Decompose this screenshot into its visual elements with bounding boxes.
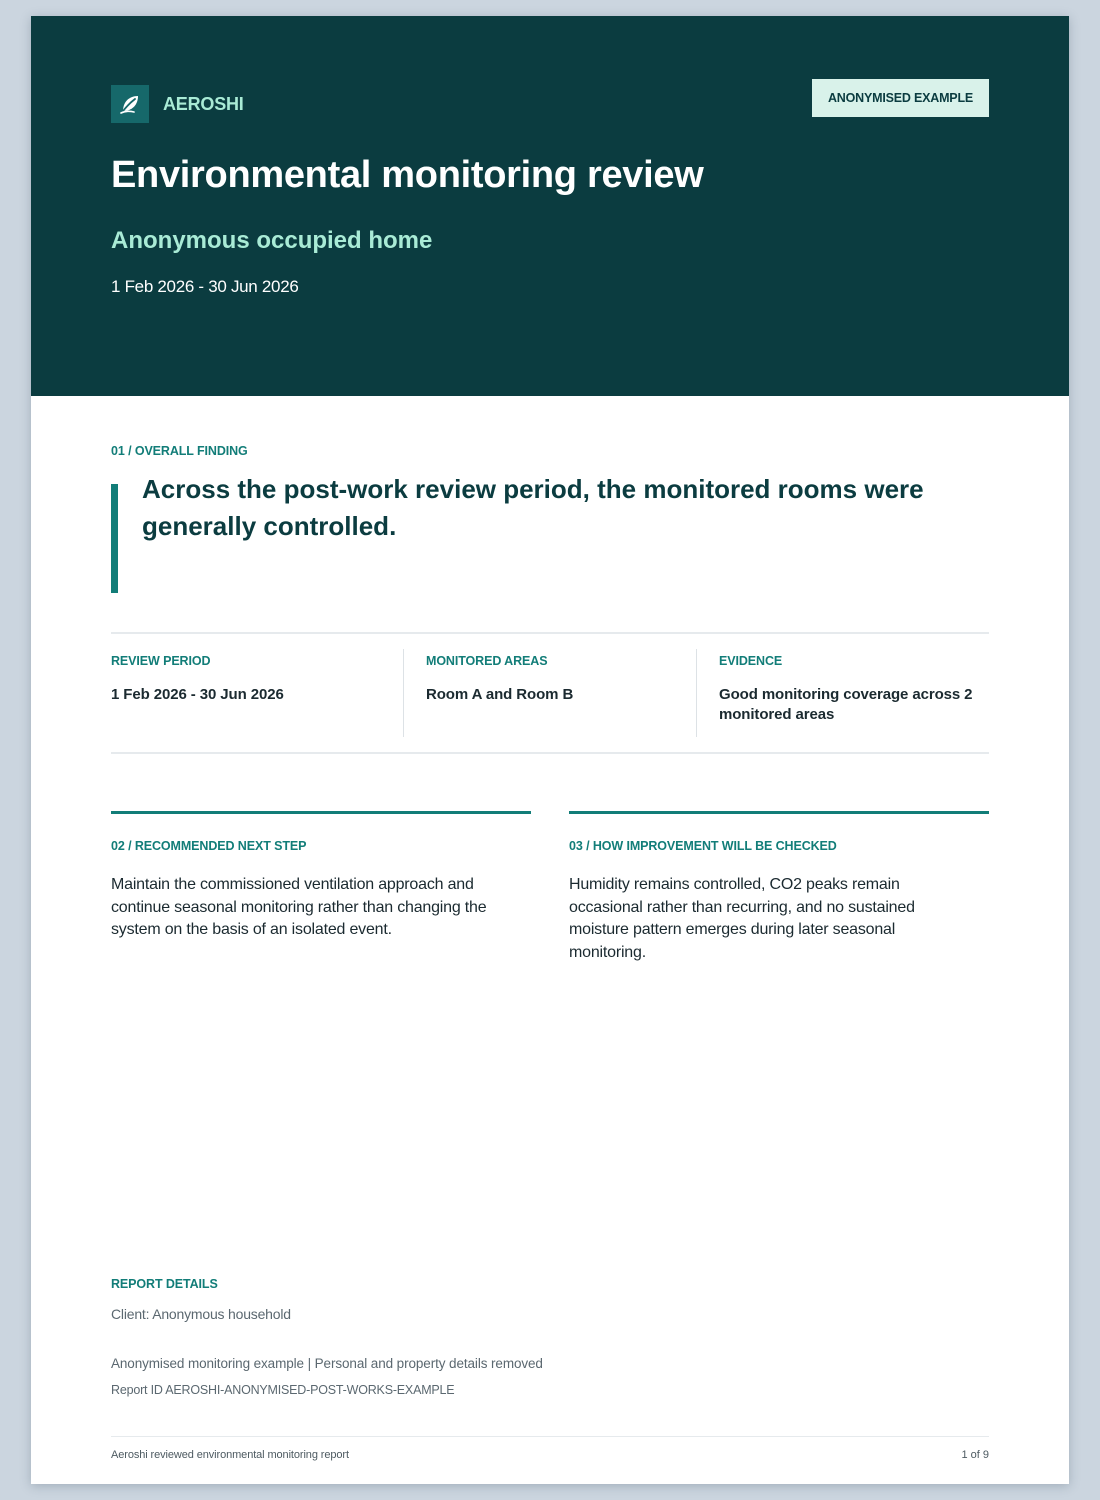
stat-value: 1 Feb 2026 - 30 Jun 2026 bbox=[111, 686, 284, 703]
improvement-rule bbox=[569, 811, 989, 814]
stat-label: EVIDENCE bbox=[719, 654, 783, 668]
stat-label: REVIEW PERIOD bbox=[111, 654, 211, 668]
header-date-range: 1 Feb 2026 - 30 Jun 2026 bbox=[111, 277, 299, 296]
stat-evidence bbox=[719, 654, 989, 725]
next-step-rule bbox=[111, 811, 531, 814]
stat-divider bbox=[696, 649, 697, 737]
stats-divider-top bbox=[111, 632, 989, 634]
next-step-section bbox=[111, 839, 531, 942]
stat-value: Room A and Room B bbox=[426, 686, 574, 703]
overall-finding-text: Across the post-work review period, the monitored rooms were generally controlled. bbox=[142, 474, 924, 541]
improvement-check-section bbox=[569, 839, 949, 964]
client-line: Client: Anonymous household bbox=[111, 1306, 291, 1322]
stat-monitored-areas bbox=[426, 654, 686, 705]
brand bbox=[111, 85, 244, 123]
overall-finding-label: 01 / OVERALL FINDING bbox=[111, 444, 248, 458]
leaf-icon bbox=[111, 85, 149, 123]
next-step-label: 02 / RECOMMENDED NEXT STEP bbox=[111, 839, 307, 853]
next-step-text: Maintain the commissioned ventilation approach and continue seasonal monitoring rather than changing the system on the basis of an isolated event. bbox=[111, 876, 487, 938]
report-details-label: REPORT DETAILS bbox=[111, 1277, 218, 1291]
stats-divider-bottom bbox=[111, 752, 989, 754]
page-number: 1 of 9 bbox=[961, 1449, 989, 1461]
page-subtitle: Anonymous occupied home bbox=[111, 227, 433, 254]
report-id: Report ID AEROSHI-ANONYMISED-POST-WORKS-EXAMPLE bbox=[111, 1383, 455, 1397]
report-page bbox=[31, 16, 1069, 1484]
finding-accent-bar bbox=[111, 484, 118, 593]
stat-divider bbox=[403, 649, 404, 737]
improvement-check-label: 03 / HOW IMPROVEMENT WILL BE CHECKED bbox=[569, 839, 837, 853]
anonymised-note: Anonymised monitoring example | Personal and property details removed bbox=[111, 1356, 543, 1371]
report-details bbox=[111, 1277, 543, 1397]
improvement-check-text: Humidity remains controlled, CO2 peaks remain occasional rather than recurring, and no sustained moisture pattern emerges during later seasonal monitoring. bbox=[569, 876, 915, 961]
footer-divider bbox=[111, 1436, 989, 1437]
brand-name: AEROSHI bbox=[163, 93, 244, 114]
stat-review-period bbox=[111, 654, 381, 705]
anonymised-badge: ANONYMISED EXAMPLE bbox=[812, 79, 989, 117]
report-header bbox=[31, 16, 1069, 396]
footer-title: Aeroshi reviewed environmental monitoring report bbox=[111, 1449, 349, 1461]
stat-label: MONITORED AREAS bbox=[426, 654, 548, 668]
stat-value: Good monitoring coverage across 2 monitored areas bbox=[719, 686, 973, 723]
page-title: Environmental monitoring review bbox=[111, 154, 704, 196]
